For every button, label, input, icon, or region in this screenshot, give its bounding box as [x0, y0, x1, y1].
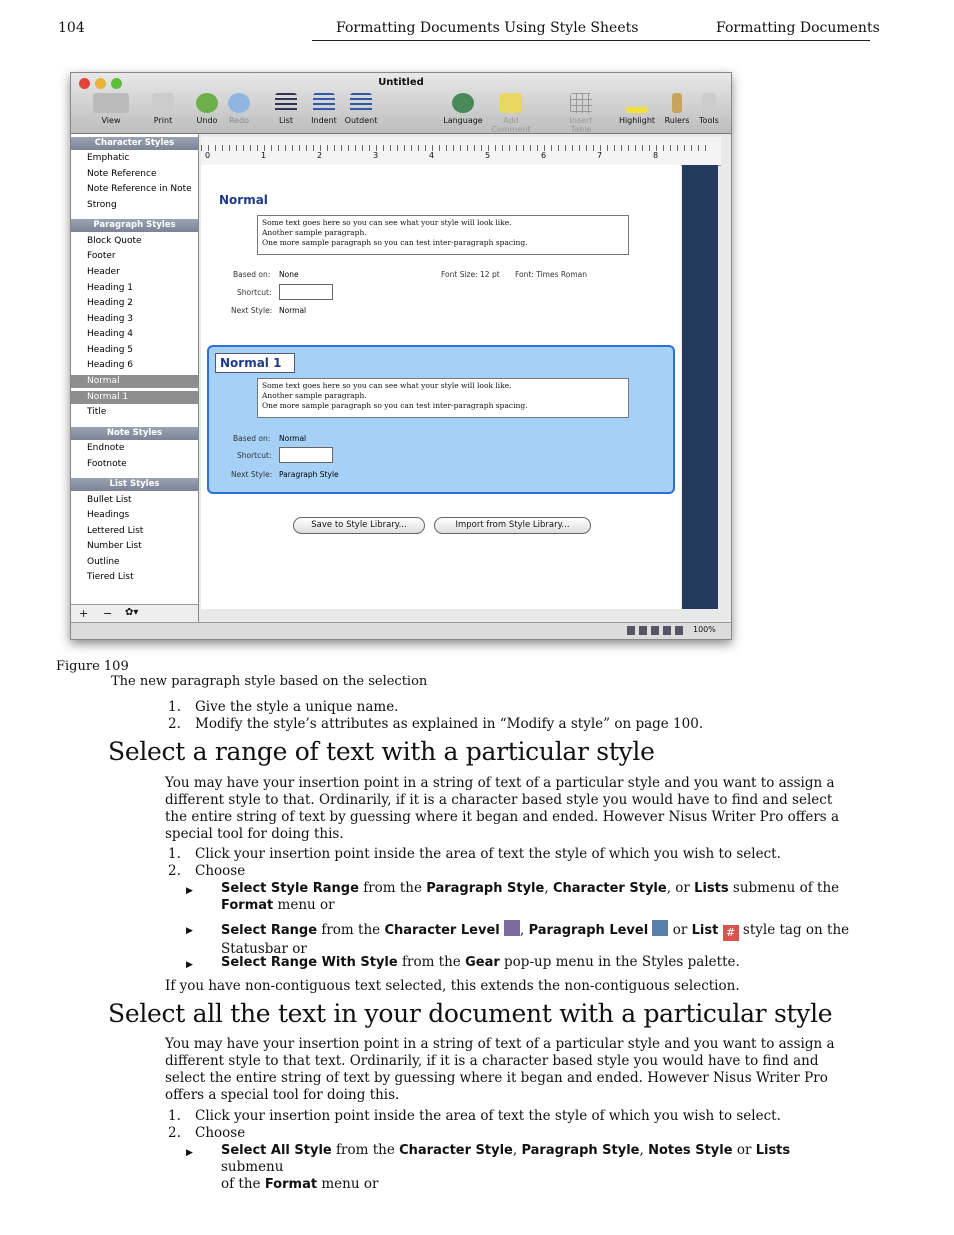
style-item: Heading 5 — [87, 345, 134, 355]
steps-list — [0, 846, 954, 976]
figure-label: Figure 109 — [56, 659, 129, 674]
style-item: Block Quote — [87, 236, 142, 246]
figure-caption: The new paragraph style based on the selection — [111, 674, 428, 689]
preview-line: Another sample paragraph. — [262, 228, 367, 237]
statusbar-icons — [627, 626, 687, 635]
style-name-field: Normal 1 — [215, 353, 295, 373]
section-paragraph — [165, 1036, 855, 1104]
style-editor-area — [201, 165, 681, 609]
note-text: If you have non-contiguous text selected, this extends the non-contiguous selection. — [165, 978, 740, 994]
style-item: Strong — [87, 200, 117, 210]
ruler-number: 1 — [261, 151, 267, 160]
section-heading: Select all the text in your document with a particular style — [108, 999, 833, 1028]
next-style-label: Next Style: — [231, 470, 273, 479]
section-title: Formatting Documents Using Style Sheets — [336, 20, 639, 36]
step-text: Choose — [195, 1125, 246, 1141]
style-item: Heading 3 — [87, 314, 134, 324]
preview-line: Some text goes here so you can see what your style will look like. — [262, 218, 512, 227]
character-styles-header: Character Styles — [71, 137, 198, 150]
bullet-arrow-icon: ▶ — [186, 960, 193, 970]
selected-style-panel — [207, 345, 675, 494]
preview-line: Some text goes here so you can see what your style will look like. — [262, 381, 512, 390]
bullet-item: Select Range from the Character Level , Paragraph Level or List # style tag on the Statusbar or — [221, 922, 850, 957]
ruler-number: 6 — [541, 151, 547, 160]
section-paragraph — [165, 775, 855, 843]
preview-line: One more sample paragraph so you can test inter-paragraph spacing. — [262, 401, 528, 410]
list-tag-icon: # — [723, 925, 739, 941]
toolbar-outdent: Outdent — [339, 93, 383, 125]
page-margin-bar — [682, 165, 718, 609]
step-number: 2. — [168, 716, 181, 732]
import-from-style-library-button: Import from Style Library... — [434, 517, 591, 534]
list-icon — [275, 93, 297, 113]
table-icon — [570, 93, 592, 113]
style-item: Outline — [87, 557, 120, 567]
step-text: Give the style a unique name. — [195, 699, 399, 715]
font-label: Font: Times Roman — [515, 270, 588, 279]
page-number: 104 — [58, 20, 85, 36]
ruler-ticks — [201, 145, 706, 151]
ruler-number: 8 — [653, 151, 659, 160]
next-style-value: Paragraph Style — [279, 470, 339, 479]
paragraph-level-icon — [652, 920, 668, 936]
step-text: Click your insertion point inside the area of text the style of which you wish to select. — [195, 1108, 781, 1124]
toolbar-indent: Indent — [302, 93, 346, 125]
bullet-item: Select All Style from the Character Style, Paragraph Style, Notes Style or Lists submenu of the Format menu or — [221, 1142, 791, 1192]
ruler-number: 5 — [485, 151, 491, 160]
style-item: Heading 1 — [87, 283, 134, 293]
ruler-number: 4 — [429, 151, 435, 160]
step-number: 1. — [168, 1108, 181, 1124]
steps-list — [0, 1108, 954, 1192]
style-item: Title — [87, 407, 107, 417]
style-item: Number List — [87, 541, 142, 551]
preview-line: One more sample paragraph so you can test inter-paragraph spacing. — [262, 238, 528, 247]
style-preview-box — [257, 378, 629, 418]
step-text: Choose — [195, 863, 246, 879]
paragraph-line: select the entire string of text by guessing where it began and ended. However Nisus Writer Pro — [165, 1070, 828, 1086]
paragraph-styles-header: Paragraph Styles — [71, 219, 198, 232]
toolbar-highlight: Highlight — [615, 93, 659, 125]
style-item: Normal — [87, 376, 120, 386]
style-item: Note Reference — [87, 169, 157, 179]
window-title: Untitled — [378, 77, 424, 88]
window-titlebar — [71, 73, 731, 134]
style-preview-box — [257, 215, 629, 255]
paragraph-line: different style to that. Ordinarily, if it is a character based style you would have to find and select — [165, 792, 833, 808]
step-text: Modify the style’s attributes as explained in “Modify a style” on page 100. — [195, 716, 704, 732]
toolbar-list: List — [264, 93, 308, 125]
list-styles-header: List Styles — [71, 478, 198, 491]
next-style-value: Normal — [279, 306, 307, 315]
toolbar-tools: Tools — [687, 93, 731, 125]
ruler-number: 3 — [373, 151, 379, 160]
toolbar-insert-table: Insert Table — [559, 93, 603, 134]
next-style-label: Next Style: — [231, 306, 273, 315]
based-on-label: Based on: — [233, 434, 271, 443]
shortcut-field — [279, 447, 333, 463]
paragraph-line: You may have your insertion point in a string of text of a particular style and you want to assign a — [165, 775, 835, 791]
character-level-icon — [504, 920, 520, 936]
styles-sidebar — [71, 134, 199, 624]
toolbar-redo: Redo — [217, 93, 261, 125]
style-item: Heading 2 — [87, 298, 134, 308]
undo-icon — [196, 93, 218, 113]
gear-icon: ✿▾ — [125, 607, 139, 618]
toolbar-undo: Undo — [185, 93, 229, 125]
style-item: Footnote — [87, 459, 127, 469]
based-on-label: Based on: — [233, 270, 271, 279]
style-name: Normal — [219, 193, 268, 207]
print-icon — [152, 93, 174, 113]
step-number: 1. — [168, 846, 181, 862]
style-item: Normal 1 — [87, 392, 129, 402]
paragraph-line: special tool for doing this. — [165, 826, 344, 842]
outdent-icon — [350, 93, 372, 113]
bullet-arrow-icon: ▶ — [186, 1148, 193, 1158]
paragraph-line: You may have your insertion point in a string of text of a particular style and you want to assign a — [165, 1036, 835, 1052]
style-item: Endnote — [87, 443, 125, 453]
style-item: Footer — [87, 251, 116, 261]
redo-icon — [228, 93, 250, 113]
remove-style-icon: − — [103, 607, 113, 620]
note-styles-header: Note Styles — [71, 427, 198, 440]
ruler-number: 0 — [205, 151, 211, 160]
toolbar-add-comment: Add Comment — [489, 93, 533, 134]
ruler-number: 2 — [317, 151, 323, 160]
comment-icon — [500, 93, 522, 113]
based-on-value: Normal — [279, 434, 307, 443]
style-item: Emphatic — [87, 153, 130, 163]
paragraph-line: different style to that text. Ordinarily, if it is a character based style you would have to find and — [165, 1053, 819, 1069]
toolbar-language: Language — [441, 93, 485, 125]
bullet-item: Select Style Range from the Paragraph Style, Character Style, or Lists submenu of the Format menu or — [221, 880, 840, 913]
bullet-arrow-icon: ▶ — [186, 886, 193, 896]
save-to-style-library-button: Save to Style Library... — [293, 517, 425, 534]
globe-icon — [452, 93, 474, 113]
shortcut-label: Shortcut: — [237, 451, 272, 460]
style-item: Lettered List — [87, 526, 144, 536]
font-size-label: Font Size: 12 pt — [441, 270, 500, 279]
style-item: Note Reference in Note — [87, 184, 192, 194]
ruler-number: 7 — [597, 151, 603, 160]
style-item: Header — [87, 267, 120, 277]
bullet-arrow-icon: ▶ — [186, 926, 193, 936]
step-number: 2. — [168, 863, 181, 879]
style-item: Tiered List — [87, 572, 134, 582]
app-window-screenshot — [70, 72, 732, 640]
bullet-item: Select Range With Style from the Gear pop-up menu in the Styles palette. — [221, 954, 740, 970]
toolbar-print: Print — [141, 93, 185, 125]
add-style-icon: + — [79, 607, 89, 620]
indent-icon — [313, 93, 335, 113]
style-item: Heading 4 — [87, 329, 134, 339]
section-heading: Select a range of text with a particular style — [108, 737, 655, 766]
ruler-icon — [672, 93, 682, 113]
paragraph-line: offers a special tool for doing this. — [165, 1087, 400, 1103]
shortcut-label: Shortcut: — [237, 288, 272, 297]
highlight-icon — [626, 93, 648, 113]
style-item: Heading 6 — [87, 360, 134, 370]
paragraph-line: the entire string of text by guessing where it began and ended. However Nisus Writer Pro offers a — [165, 809, 840, 825]
preview-line: Another sample paragraph. — [262, 391, 367, 400]
chapter-title: Formatting Documents — [716, 20, 880, 36]
style-item: Headings — [87, 510, 130, 520]
shortcut-field — [279, 284, 333, 300]
toolbar-rulers: Rulers — [655, 93, 699, 125]
steps-list — [0, 699, 954, 735]
style-item: Bullet List — [87, 495, 132, 505]
zoom-level: 100% — [693, 625, 716, 634]
step-number: 2. — [168, 1125, 181, 1141]
statusbar — [71, 622, 731, 639]
toolbar-view: View — [89, 93, 133, 125]
step-number: 1. — [168, 699, 181, 715]
ruler — [201, 137, 721, 166]
header-rule — [312, 40, 870, 41]
sidebar-footer — [71, 604, 198, 624]
based-on-value: None — [279, 270, 299, 279]
step-text: Click your insertion point inside the area of text the style of which you wish to select. — [195, 846, 781, 862]
tools-icon — [702, 93, 716, 113]
view-icon — [93, 93, 129, 113]
